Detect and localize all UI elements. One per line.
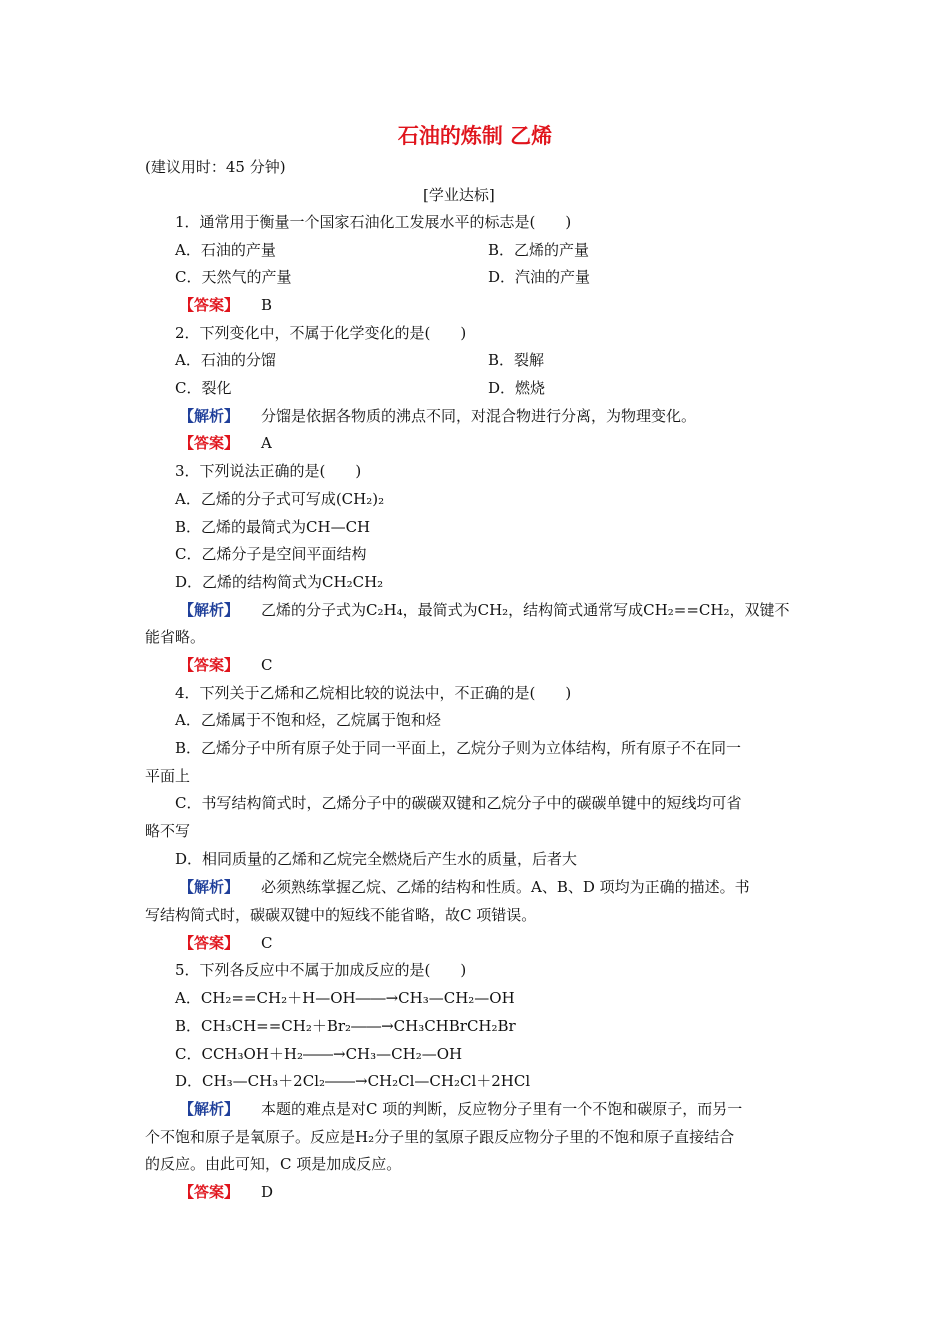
q5-explain-line-3: 的反应。由此可知，C 项是加成反应。 [145, 1155, 402, 1173]
q4-option-d: D．相同质量的乙烯和乙烷完全燃烧后产生水的质量，后者大 [175, 850, 578, 868]
q4-stem: 4．下列关于乙烯和乙烷相比较的说法中，不正确的是( ) [175, 684, 572, 702]
q3-stem: 3．下列说法正确的是( ) [175, 462, 362, 480]
q2-option-d: D．燃烧 [488, 379, 546, 397]
q4-option-c-line-2: 略不写 [145, 822, 191, 840]
explain-tag: 【解析】 [179, 601, 240, 619]
q5-option-a: A．CH₂==CH₂＋H—OH――→CH₃—CH₂—OH [175, 989, 515, 1007]
answer-tag: 【答案】 [179, 1183, 240, 1201]
q2-option-c: C．裂化 [175, 379, 232, 397]
q4-option-c-line-1: C．书写结构简式时，乙烯分子中的碳碳双键和乙烷分子中的碳碳单键中的短线均可省 [175, 794, 742, 812]
q4-answer-row [179, 933, 273, 953]
suggested-time: (建议用时：45 分钟) [145, 158, 286, 176]
q2-option-b: B．裂解 [488, 351, 545, 369]
answer-tag: 【答案】 [179, 296, 240, 314]
q1-option-b: B．乙烯的产量 [488, 241, 590, 259]
page-title: 石油的炼制 乙烯 [397, 123, 553, 148]
q5-option-d: D．CH₃—CH₃＋2Cl₂――→CH₂Cl—CH₂Cl＋2HCl [175, 1072, 531, 1090]
q1-answer-row [179, 295, 272, 315]
q3-option-d: D．乙烯的结构简式为CH₂CH₂ [175, 573, 384, 591]
q3-explain-line-1: 乙烯的分子式为C₂H₄，最简式为CH₂，结构简式通常写成CH₂==CH₂，双键不 [261, 601, 790, 619]
q1-option-a: A．石油的产量 [175, 241, 276, 259]
q3-explain-row [179, 600, 789, 620]
q2-answer: A [261, 434, 272, 452]
q3-option-b: B．乙烯的最简式为CH—CH [175, 518, 371, 536]
q1-answer: B [261, 296, 273, 314]
answer-tag: 【答案】 [179, 934, 240, 952]
q4-explain-row [179, 877, 750, 897]
answer-tag: 【答案】 [179, 656, 240, 674]
explain-tag: 【解析】 [179, 407, 240, 425]
q4-option-a: A．乙烯属于不饱和烃，乙烷属于饱和烃 [175, 711, 441, 729]
q1-option-c: C．天然气的产量 [175, 268, 292, 286]
q4-answer: C [261, 934, 273, 952]
section-heading: [学业达标] [423, 186, 495, 204]
q4-option-b-line-2: 平面上 [145, 767, 191, 785]
q3-explain-line-2: 能省略。 [145, 628, 206, 646]
q4-explain-line-1: 必须熟练掌握乙烷、乙烯的结构和性质。A、B、D 项均为正确的描述。书 [261, 878, 750, 896]
q2-stem: 2．下列变化中，不属于化学变化的是( ) [175, 324, 467, 342]
q5-option-c: C．CCH₃OH＋H₂――→CH₃—CH₂—OH [175, 1045, 463, 1063]
q1-option-d: D．汽油的产量 [488, 268, 591, 286]
explain-tag: 【解析】 [179, 878, 240, 896]
q3-answer: C [261, 656, 273, 674]
explain-tag: 【解析】 [179, 1100, 240, 1118]
q4-option-b-line-1: B．乙烯分子中所有原子处于同一平面上，乙烷分子则为立体结构，所有原子不在同一 [175, 739, 742, 757]
q2-explain-row [179, 406, 696, 426]
q5-option-b: B．CH₃CH==CH₂＋Br₂――→CH₃CHBrCH₂Br [175, 1017, 516, 1035]
q3-answer-row [179, 655, 273, 675]
q2-option-a: A．石油的分馏 [175, 351, 276, 369]
q3-option-c: C．乙烯分子是空间平面结构 [175, 545, 367, 563]
q5-explain-line-1: 本题的难点是对C 项的判断，反应物分子里有一个不饱和碳原子，而另一 [261, 1100, 743, 1118]
q5-answer-row [179, 1182, 273, 1202]
q4-explain-line-2: 写结构简式时，碳碳双键中的短线不能省略，故C 项错误。 [145, 906, 537, 924]
q2-answer-row [179, 433, 272, 453]
q5-answer: D [261, 1183, 274, 1201]
q5-stem: 5．下列各反应中不属于加成反应的是( ) [175, 961, 467, 979]
q2-explain: 分馏是依据各物质的沸点不同，对混合物进行分离，为物理变化。 [261, 407, 697, 425]
q3-option-a: A．乙烯的分子式可写成(CH₂)₂ [175, 490, 385, 508]
q1-stem: 1．通常用于衡量一个国家石油化工发展水平的标志是( ) [175, 213, 572, 231]
q5-explain-line-2: 个不饱和原子是氧原子。反应是H₂分子里的氢原子跟反应物分子里的不饱和原子直接结合 [145, 1128, 735, 1146]
answer-tag: 【答案】 [179, 434, 240, 452]
q5-explain-row [179, 1099, 742, 1119]
